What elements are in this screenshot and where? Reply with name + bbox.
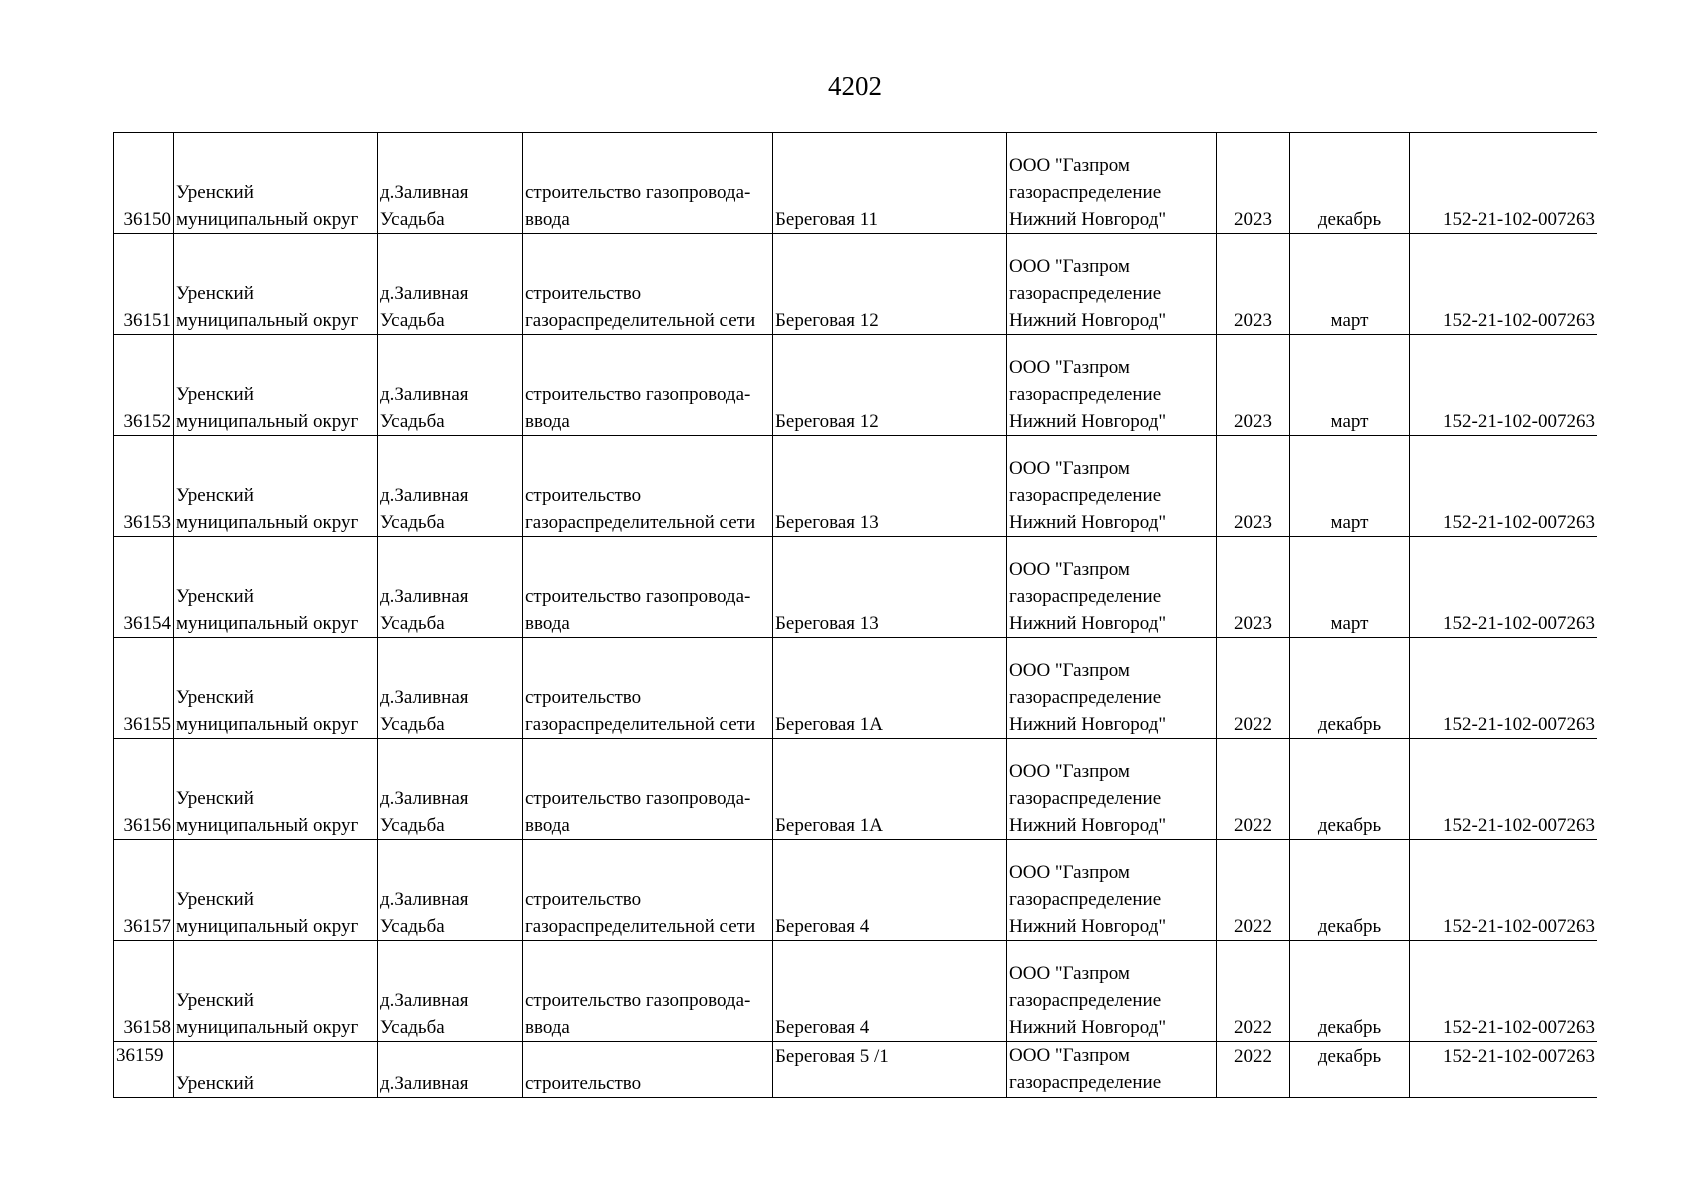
organization-cell: ООО "Газпром газораспределение Нижний Новгород" bbox=[1007, 840, 1217, 941]
registry-id-cell: 152-21-102-007263 bbox=[1410, 941, 1598, 1042]
year-cell: 2023 bbox=[1217, 133, 1290, 234]
row-number-cell: 36152 bbox=[114, 335, 174, 436]
table-row bbox=[114, 133, 1598, 234]
year-cell: 2022 bbox=[1217, 1042, 1290, 1098]
table-body bbox=[114, 133, 1598, 1098]
registry-table bbox=[113, 132, 1597, 1098]
organization-cell: ООО "Газпром газораспределение Нижний Новгород" bbox=[1007, 638, 1217, 739]
table-row bbox=[114, 739, 1598, 840]
organization-cell: ООО "Газпром газораспределение Нижний Новгород" bbox=[1007, 335, 1217, 436]
row-number-cell: 36150 bbox=[114, 133, 174, 234]
work-type-cell: строительство газопровода-ввода bbox=[523, 335, 773, 436]
table-row bbox=[114, 941, 1598, 1042]
registry-id-cell: 152-21-102-007263 bbox=[1410, 840, 1598, 941]
row-number-cell: 36155 bbox=[114, 638, 174, 739]
work-type-cell: строительство газораспределительной сети bbox=[523, 436, 773, 537]
registry-id-cell: 152-21-102-007263 bbox=[1410, 133, 1598, 234]
village-cell: д.Заливная Усадьба bbox=[378, 739, 523, 840]
work-type-cell: строительство газопровода-ввода bbox=[523, 941, 773, 1042]
organization-cell: ООО "Газпром газораспределение Нижний Новгород" bbox=[1007, 941, 1217, 1042]
district-cell: Уренский bbox=[174, 1042, 378, 1098]
work-type-cell: строительство bbox=[523, 1042, 773, 1098]
month-cell: декабрь bbox=[1290, 941, 1410, 1042]
organization-cell: ООО "Газпром газораспределение Нижний Новгород" bbox=[1007, 436, 1217, 537]
table-row bbox=[114, 335, 1598, 436]
table-row-partial bbox=[114, 1042, 1598, 1098]
district-cell: Уренский муниципальный округ bbox=[174, 234, 378, 335]
month-cell: март bbox=[1290, 436, 1410, 537]
village-cell: д.Заливная Усадьба bbox=[378, 638, 523, 739]
village-cell: д.Заливная Усадьба bbox=[378, 840, 523, 941]
registry-id-cell: 152-21-102-007263 bbox=[1410, 436, 1598, 537]
row-number-cell: 36157 bbox=[114, 840, 174, 941]
village-cell: д.Заливная Усадьба bbox=[378, 234, 523, 335]
district-cell: Уренский муниципальный округ bbox=[174, 537, 378, 638]
page-number: 4202 bbox=[828, 71, 882, 101]
registry-id-cell: 152-21-102-007263 bbox=[1410, 234, 1598, 335]
work-type-cell: строительство газопровода-ввода bbox=[523, 133, 773, 234]
district-cell: Уренский муниципальный округ bbox=[174, 638, 378, 739]
village-cell: д.Заливная Усадьба bbox=[378, 335, 523, 436]
month-cell: декабрь bbox=[1290, 638, 1410, 739]
address-cell: Береговая 11 bbox=[773, 133, 1007, 234]
organization-cell: ООО "Газпром газораспределение Нижний Новгород" bbox=[1007, 234, 1217, 335]
district-cell: Уренский муниципальный округ bbox=[174, 436, 378, 537]
village-cell: д.Заливная Усадьба bbox=[378, 133, 523, 234]
district-cell: Уренский муниципальный округ bbox=[174, 739, 378, 840]
organization-cell: ООО "Газпром газораспределение Нижний Новгород" bbox=[1007, 739, 1217, 840]
year-cell: 2023 bbox=[1217, 234, 1290, 335]
village-cell: д.Заливная Усадьба bbox=[378, 436, 523, 537]
village-cell: д.Заливная Усадьба bbox=[378, 537, 523, 638]
work-type-cell: строительство газораспределительной сети bbox=[523, 234, 773, 335]
row-number-cell: 36159 bbox=[114, 1042, 174, 1098]
month-cell: декабрь bbox=[1290, 1042, 1410, 1098]
year-cell: 2022 bbox=[1217, 739, 1290, 840]
district-cell: Уренский муниципальный округ bbox=[174, 840, 378, 941]
address-cell: Береговая 4 bbox=[773, 840, 1007, 941]
village-cell: д.Заливная Усадьба bbox=[378, 941, 523, 1042]
year-cell: 2022 bbox=[1217, 840, 1290, 941]
table-row bbox=[114, 537, 1598, 638]
address-cell: Береговая 12 bbox=[773, 335, 1007, 436]
month-cell: март bbox=[1290, 537, 1410, 638]
year-cell: 2022 bbox=[1217, 941, 1290, 1042]
district-cell: Уренский муниципальный округ bbox=[174, 335, 378, 436]
address-cell: Береговая 13 bbox=[773, 537, 1007, 638]
table-row bbox=[114, 638, 1598, 739]
month-cell: декабрь bbox=[1290, 739, 1410, 840]
address-cell: Береговая 1А bbox=[773, 638, 1007, 739]
district-cell: Уренский муниципальный округ bbox=[174, 133, 378, 234]
organization-cell: ООО "Газпром газораспределение Нижний Новгород" bbox=[1007, 537, 1217, 638]
address-cell: Береговая 1А bbox=[773, 739, 1007, 840]
registry-id-cell: 152-21-102-007263 bbox=[1410, 1042, 1598, 1098]
row-number-cell: 36154 bbox=[114, 537, 174, 638]
month-cell: декабрь bbox=[1290, 840, 1410, 941]
organization-cell: ООО "Газпром газораспределение Нижний Новгород" bbox=[1007, 133, 1217, 234]
table-row bbox=[114, 234, 1598, 335]
row-number-cell: 36153 bbox=[114, 436, 174, 537]
work-type-cell: строительство газораспределительной сети bbox=[523, 840, 773, 941]
year-cell: 2022 bbox=[1217, 638, 1290, 739]
address-cell: Береговая 5 /1 bbox=[773, 1042, 1007, 1098]
row-number-cell: 36151 bbox=[114, 234, 174, 335]
month-cell: декабрь bbox=[1290, 133, 1410, 234]
row-number-cell: 36156 bbox=[114, 739, 174, 840]
work-type-cell: строительство газораспределительной сети bbox=[523, 638, 773, 739]
table-row bbox=[114, 840, 1598, 941]
year-cell: 2023 bbox=[1217, 537, 1290, 638]
address-cell: Береговая 12 bbox=[773, 234, 1007, 335]
year-cell: 2023 bbox=[1217, 436, 1290, 537]
address-cell: Береговая 4 bbox=[773, 941, 1007, 1042]
district-cell: Уренский муниципальный округ bbox=[174, 941, 378, 1042]
registry-id-cell: 152-21-102-007263 bbox=[1410, 537, 1598, 638]
registry-id-cell: 152-21-102-007263 bbox=[1410, 638, 1598, 739]
address-cell: Береговая 13 bbox=[773, 436, 1007, 537]
registry-id-cell: 152-21-102-007263 bbox=[1410, 335, 1598, 436]
registry-table-container bbox=[113, 132, 1597, 1148]
table-row bbox=[114, 436, 1598, 537]
registry-id-cell: 152-21-102-007263 bbox=[1410, 739, 1598, 840]
village-cell: д.Заливная bbox=[378, 1042, 523, 1098]
work-type-cell: строительство газопровода-ввода bbox=[523, 739, 773, 840]
organization-cell: ООО "Газпром газораспределение bbox=[1007, 1042, 1217, 1098]
year-cell: 2023 bbox=[1217, 335, 1290, 436]
month-cell: март bbox=[1290, 335, 1410, 436]
month-cell: март bbox=[1290, 234, 1410, 335]
row-number-cell: 36158 bbox=[114, 941, 174, 1042]
work-type-cell: строительство газопровода-ввода bbox=[523, 537, 773, 638]
